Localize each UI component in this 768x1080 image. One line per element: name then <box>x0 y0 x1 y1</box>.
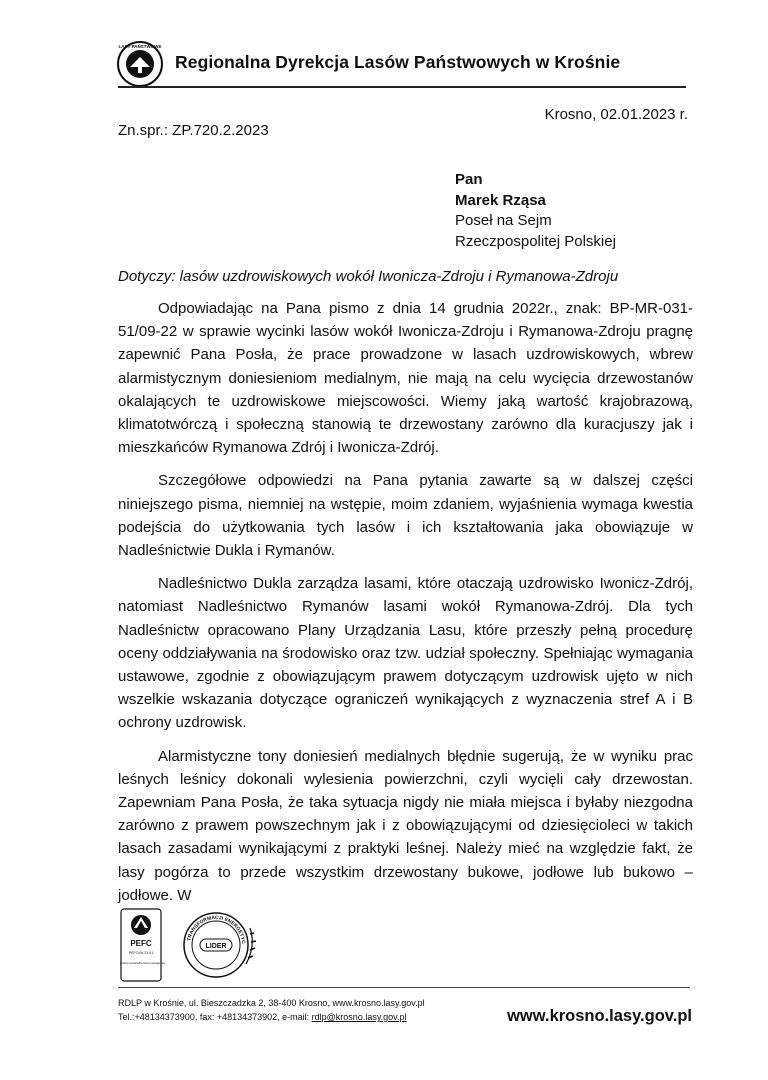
letter-subject: Dotyczy: lasów uzdrowiskowych wokół Iwonicza-Zdroju i Rymanowa-Zdroju <box>118 268 619 285</box>
footer-contact <box>118 1012 407 1022</box>
reference-number: Zn.spr.: ZP.720.2.2023 <box>118 122 269 139</box>
footer-email-link[interactable]: rdlp@krosno.lasy.gov.pl <box>311 1012 407 1022</box>
addressee-salutation: Pan <box>455 171 483 188</box>
addressee-name: Marek Rząsa <box>455 191 546 209</box>
footer-divider <box>118 987 690 988</box>
header-title: Regionalna Dyrekcja Lasów Państwowych w Krośnie <box>175 52 621 72</box>
svg-text:PEFC: PEFC <box>130 939 152 948</box>
svg-text:TRANSFORMACJI ENERGETYCZNEJ: TRANSFORMACJI ENERGETYC <box>186 914 247 945</box>
addressee-block <box>455 170 616 252</box>
lasy-panstwowe-logo-icon <box>116 40 164 88</box>
footer-website-link[interactable]: www.krosno.lasy.gov.pl <box>507 1007 692 1025</box>
letter-body <box>118 297 693 917</box>
footer-address: RDLP w Krośnie, ul. Bieszczadzka 2, 38-400 Krosno, www.krosno.lasy.gov.pl <box>118 998 425 1008</box>
header-divider <box>118 86 686 88</box>
body-paragraph: Nadleśnictwo Dukla zarządza lasami, które otaczają uzdrowisko Iwonicz-Zdrój, natomiast Nadleśnictwo Rymanów lasami wokół Rymanowa-Zdrój. Dla tych Nadleśnictw opracowano Plany Urządzania Lasu, które przeszły pełną procedurę oceny oddziaływania na środowisko oraz tzw. udział społeczny. Spełniając wymagania ustawowe, zgodnie z obowiązującym prawem dotyczącym uzdrowisk ujęto w nich wszelkie wskazania dotyczące ograniczeń wynikających z wyznaczenia stref A i B ochrony uzdrowisk. <box>118 575 693 732</box>
addressee-position: Poseł na Sejm <box>455 212 552 229</box>
body-paragraph: Szczegółowe odpowiedzi na Pana pytania zawarte są w dalszej części niniejszego pisma, niemniej na wstępie, moim zdaniem, wyjaśnienia wymaga kwestia podejścia do użytkowania tych lasów i ich kształtowania jaka obowiązuje w Nadleśnictwie Dukla i Rymanów. <box>118 472 693 560</box>
pefc-logo-icon <box>120 909 166 981</box>
svg-text:PEFC/09-21-01: PEFC/09-21-01 <box>128 951 154 955</box>
body-paragraph: Odpowiadając na Pana pismo z dnia 14 grudnia 2022r., znak: BP-MR-031-51/09-22 w sprawie wycinki lasów wokół Iwonicza-Zdroju i Rymanowa-Zdroju pragnę zapewnić Pana Posła, że prace prowadzone w lasach uzdrowiskowych, wbrew alarmistycznym doniesieniom medialnym, nie mają na celu wycięcia drzewostanów okalających te uzdrowiskowe miejscowości. Wiemy jaką wartość krajobrazową, klimatotwórczą i społeczną stanowią te drzewostany zarówno dla kuracjuszy jak i mieszkańców Rymanowa Zdrój i Iwonicza-Zdrój. <box>118 300 693 457</box>
svg-text:LASY PAŃSTWOWE: LASY PAŃSTWOWE <box>118 44 162 49</box>
body-paragraph: Alarmistyczne tony doniesień medialnych błędnie sugerują, że w wyniku prac leśnych leśnicy dokonali wylesienia powierzchni, czyli wycięli cały drzewostan. Zapewniam Pana Posła, że taka sytuacja nigdy nie miała miejsca i byłaby niezgodna zarówno z prawem powszechnym jak i z obowiązującymi od dziesięcioleci w takich lasach zasadami wynikającymi z praktyki leśnej. Należy mieć na względzie fakt, że lasy pogórza to przede wszystkim drzewostany bukowe, jodłowe lub bukowo – jodłowe. W <box>118 747 693 904</box>
svg-text:LIDER: LIDER <box>205 943 227 950</box>
svg-text:Promoting sustainable forest m: Promoting sustainable forest management <box>120 962 166 965</box>
letter-date: Krosno, 02.01.2023 r. <box>544 106 688 123</box>
footer-phone-fax: Tel.:+48134373900, fax: +48134373902, e-mail: <box>118 1012 312 1022</box>
certification-badges <box>120 908 270 983</box>
addressee-institution: Rzeczpospolitej Polskiej <box>455 232 616 250</box>
